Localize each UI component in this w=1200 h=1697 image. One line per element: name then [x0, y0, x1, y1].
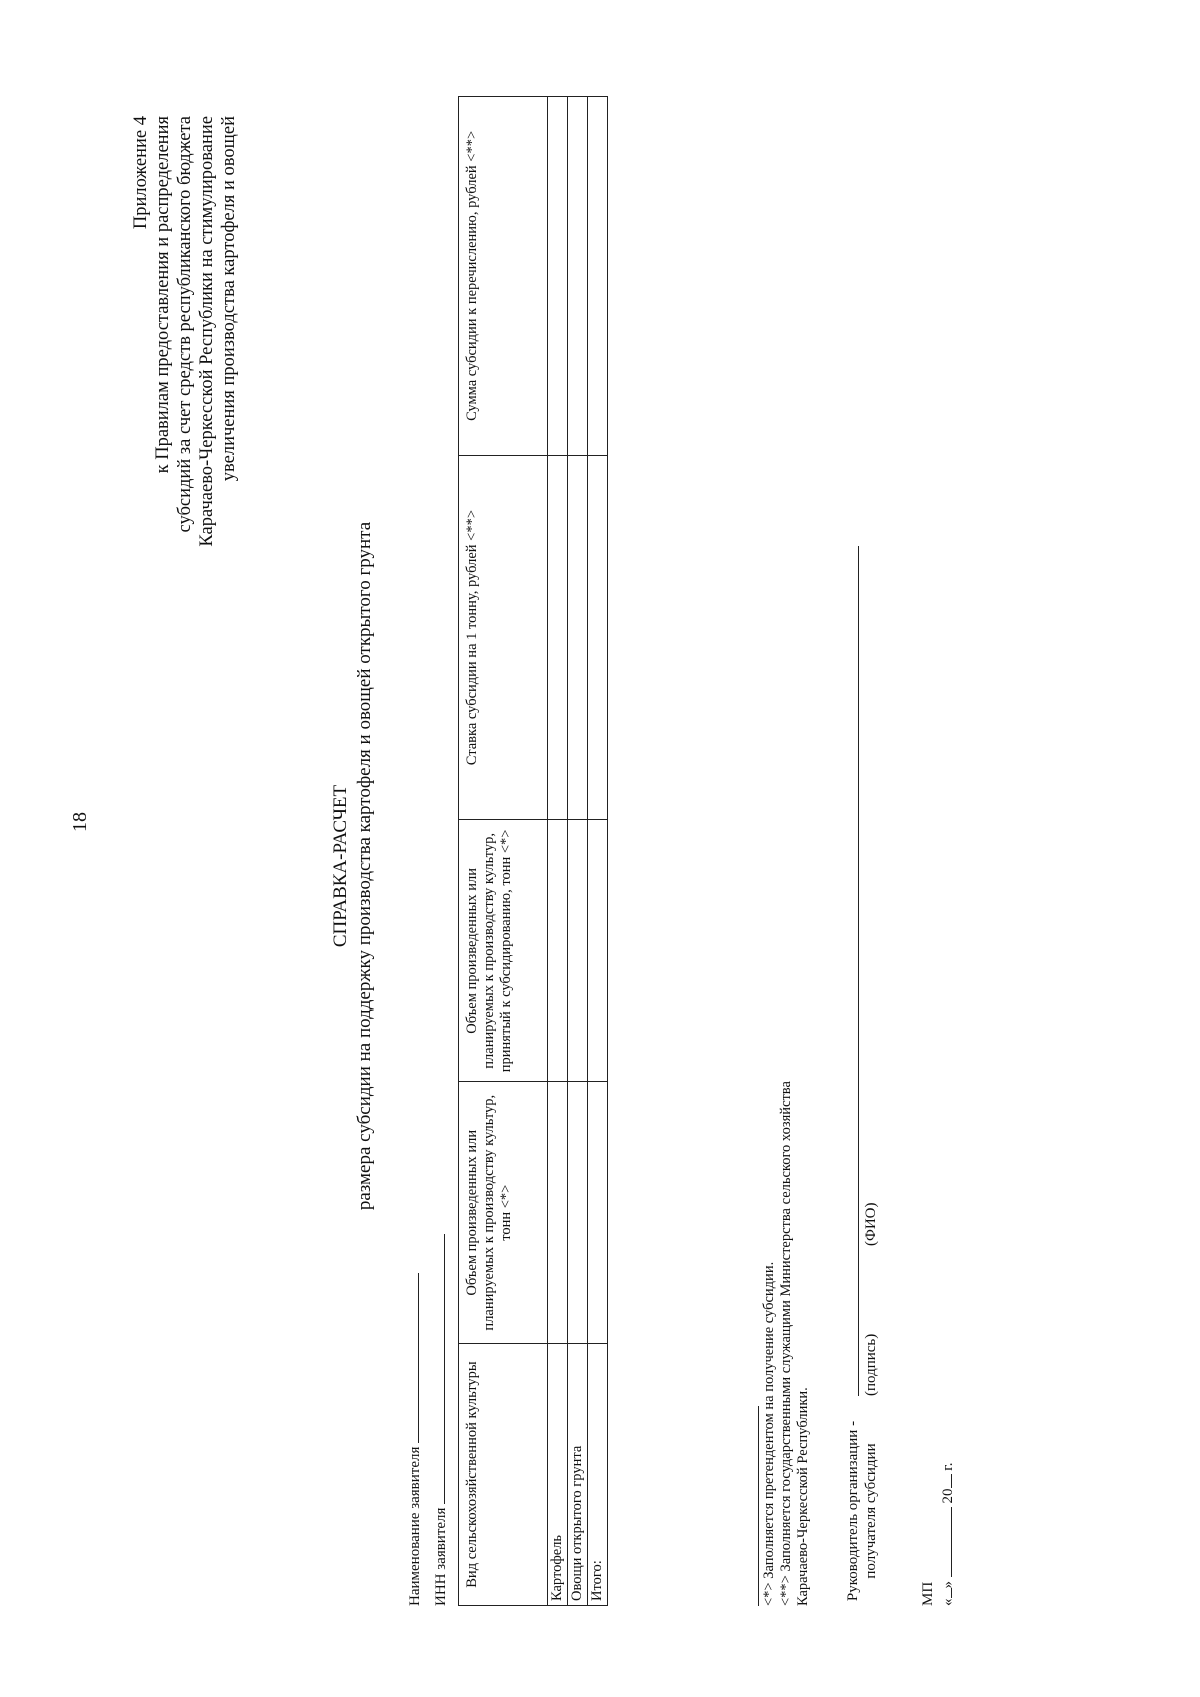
signature-role-line: Руководитель организации -: [845, 1420, 861, 1602]
appendix-line: Карачаево-Черкесской Республики на стимулирование: [197, 116, 217, 547]
table-cell[interactable]: [548, 820, 568, 1082]
signature-caption: (подпись): [863, 1333, 879, 1396]
applicant-inn-input-line[interactable]: [430, 1234, 445, 1504]
landscape-form: [86, 86, 1166, 1646]
table-cell[interactable]: [568, 455, 588, 820]
footnote: <*> Заполняется претендентом на получение субсидии.: [761, 1261, 777, 1606]
applicant-name-label: Наименование заявителя: [407, 1446, 423, 1606]
applicant-name-field: [404, 1273, 424, 1606]
table-cell[interactable]: [588, 1082, 608, 1344]
stamp-block: [918, 1463, 958, 1606]
year-prefix: 20: [940, 1488, 956, 1504]
appendix-line: увеличения производства картофеля и овощей: [219, 116, 239, 482]
table-cell[interactable]: [588, 97, 608, 456]
table-cell[interactable]: [568, 1082, 588, 1344]
title-heading: СПРАВКА-РАСЧЕТ: [330, 784, 351, 948]
footnote: Карачаево-Черкесской Республики.: [795, 1387, 811, 1606]
signature-line[interactable]: [858, 546, 859, 1396]
mp-label: МП: [920, 1581, 936, 1606]
header-crop-type: Вид сельскохозяйственной культуры: [459, 1344, 548, 1606]
appendix-line: к Правилам предоставления и распределения: [153, 116, 173, 474]
table-row: [548, 97, 568, 1606]
signature-role-line: получателя субсидии: [863, 1443, 879, 1579]
row-total: Итого:: [588, 1344, 608, 1606]
table-cell[interactable]: [548, 1082, 568, 1344]
applicant-inn-field: [430, 1234, 450, 1606]
header-rate: Ставка субсидии на 1 тонну, рублей <**>: [459, 455, 548, 820]
footnotes: [761, 506, 812, 1606]
table-cell[interactable]: [548, 97, 568, 456]
appendix-header: [130, 116, 240, 616]
year-suffix: г.: [940, 1462, 956, 1471]
appendix-line: субсидий за счет средств республиканского бюджета: [175, 116, 195, 533]
date-close-quote: »: [940, 1581, 956, 1589]
appendix-line: Приложение 4: [131, 116, 151, 230]
title-subheading: размера субсидии на поддержку производства картофеля и овощей открытого грунта: [354, 521, 375, 1211]
page-number: 18: [69, 812, 91, 832]
applicant-name-input-line[interactable]: [404, 1273, 419, 1443]
table-row: [568, 97, 588, 1606]
header-volume-accepted: Объем произведенных или планируемых к производству культур, принятый к субсидированию, тонн <*>: [459, 820, 548, 1082]
header-sum: Сумма субсидии к перечислению, рублей <**>: [459, 97, 548, 456]
date-open-quote: «: [940, 1598, 956, 1606]
subsidy-table: [458, 96, 608, 1606]
signature-role: [844, 1416, 880, 1606]
document-title: [329, 86, 377, 1646]
date-line: [938, 1463, 958, 1606]
table-cell[interactable]: [588, 820, 608, 1082]
header-volume: Объем произведенных или планируемых к производству культур, тонн <*>: [459, 1082, 548, 1344]
table-cell[interactable]: [568, 820, 588, 1082]
table-row: [588, 97, 608, 1606]
table-cell[interactable]: [588, 455, 608, 820]
year-blank[interactable]: [951, 1475, 952, 1489]
table-cell[interactable]: [568, 97, 588, 456]
row-crop-potato: Картофель: [548, 1344, 568, 1606]
applicant-inn-label: ИНН заявителя: [433, 1507, 449, 1606]
day-blank[interactable]: [951, 1589, 952, 1599]
fio-caption: (ФИО): [863, 1202, 879, 1246]
table-header-row: [459, 97, 548, 1606]
footnote: <**> Заполняется государственными служащими Министерства сельского хозяйства: [778, 1081, 794, 1606]
signature-block: [844, 1202, 880, 1606]
footnote-divider: [758, 1406, 759, 1606]
month-blank[interactable]: [951, 1507, 952, 1577]
table-cell[interactable]: [548, 455, 568, 820]
row-crop-vegetables: Овощи открытого грунта: [568, 1344, 588, 1606]
